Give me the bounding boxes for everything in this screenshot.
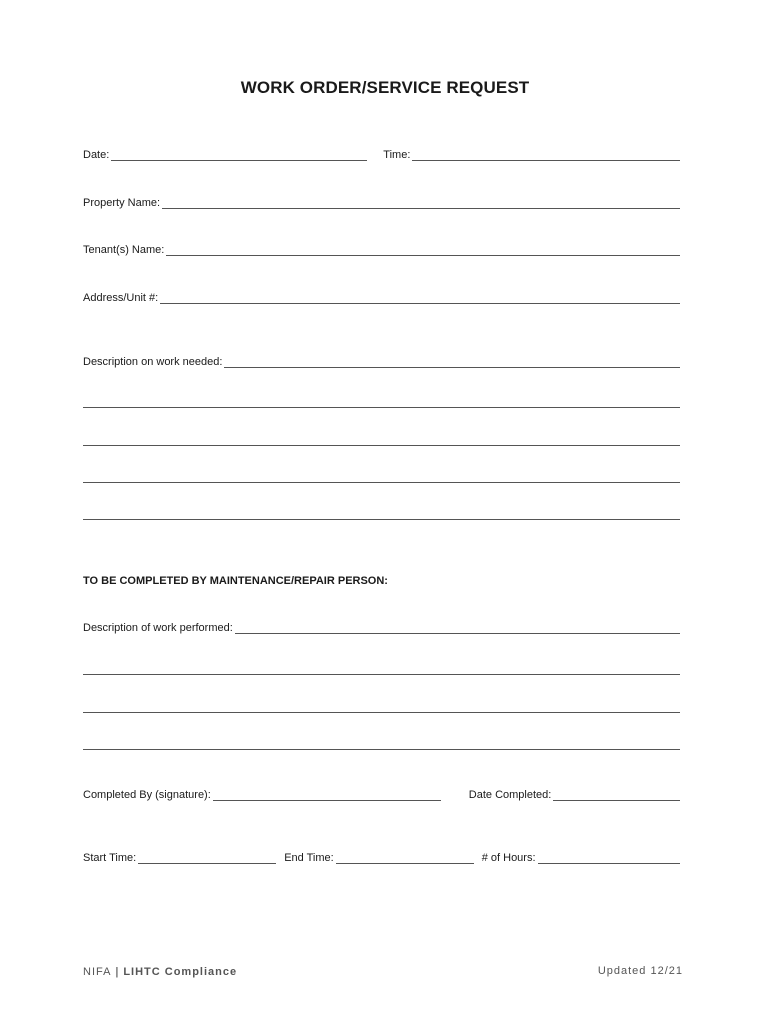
date-field[interactable] [111,150,367,161]
footer-updated: Updated 12/21 [597,965,683,977]
address-unit-field[interactable] [160,293,680,304]
completed-row [83,789,680,802]
maintenance-section-heading: TO BE COMPLETED BY MAINTENANCE/REPAIR PERSON: [83,575,388,587]
start-time-label: Start Time: [83,852,137,864]
date-label: Date: [83,149,110,161]
end-time-label: End Time: [284,852,334,864]
property-name-field[interactable] [162,198,680,209]
property-name-label: Property Name: [83,197,161,209]
address-row [83,292,680,305]
start-time-field[interactable] [138,853,276,864]
description-performed-line-4[interactable] [83,749,680,750]
hours-label: # of Hours: [481,852,536,864]
time-field[interactable] [412,150,680,161]
description-performed-row [83,622,680,635]
tenant-row [83,244,680,257]
address-unit-label: Address/Unit #: [83,292,159,304]
description-performed-line-2[interactable] [83,674,680,675]
date-completed-label: Date Completed: [468,789,552,801]
footer-organization [83,966,237,978]
tenant-name-label: Tenant(s) Name: [83,244,165,256]
completed-by-label: Completed By (signature): [83,789,211,801]
hours-field[interactable] [538,853,680,864]
description-performed-field[interactable] [235,623,680,634]
description-needed-row [83,356,680,369]
description-needed-field[interactable] [224,357,680,368]
description-performed-line-3[interactable] [83,712,680,713]
footer-program: LIHTC Compliance [123,966,238,978]
description-needed-line-4[interactable] [83,482,680,483]
page-title: WORK ORDER/SERVICE REQUEST [240,78,530,97]
footer-org: NIFA [83,966,112,978]
description-performed-label: Description of work performed: [83,622,233,634]
time-label: Time: [383,149,411,161]
date-time-row [83,149,680,162]
description-needed-line-5[interactable] [83,519,680,520]
end-time-field[interactable] [336,853,474,864]
footer-separator: | [115,966,120,978]
description-needed-line-2[interactable] [83,407,680,408]
date-completed-field[interactable] [553,790,680,801]
time-log-row [83,852,680,865]
tenant-name-field[interactable] [166,245,680,256]
completed-by-signature-field[interactable] [213,790,441,801]
property-row [83,197,680,210]
description-needed-line-3[interactable] [83,445,680,446]
description-needed-label: Description on work needed: [83,356,223,368]
